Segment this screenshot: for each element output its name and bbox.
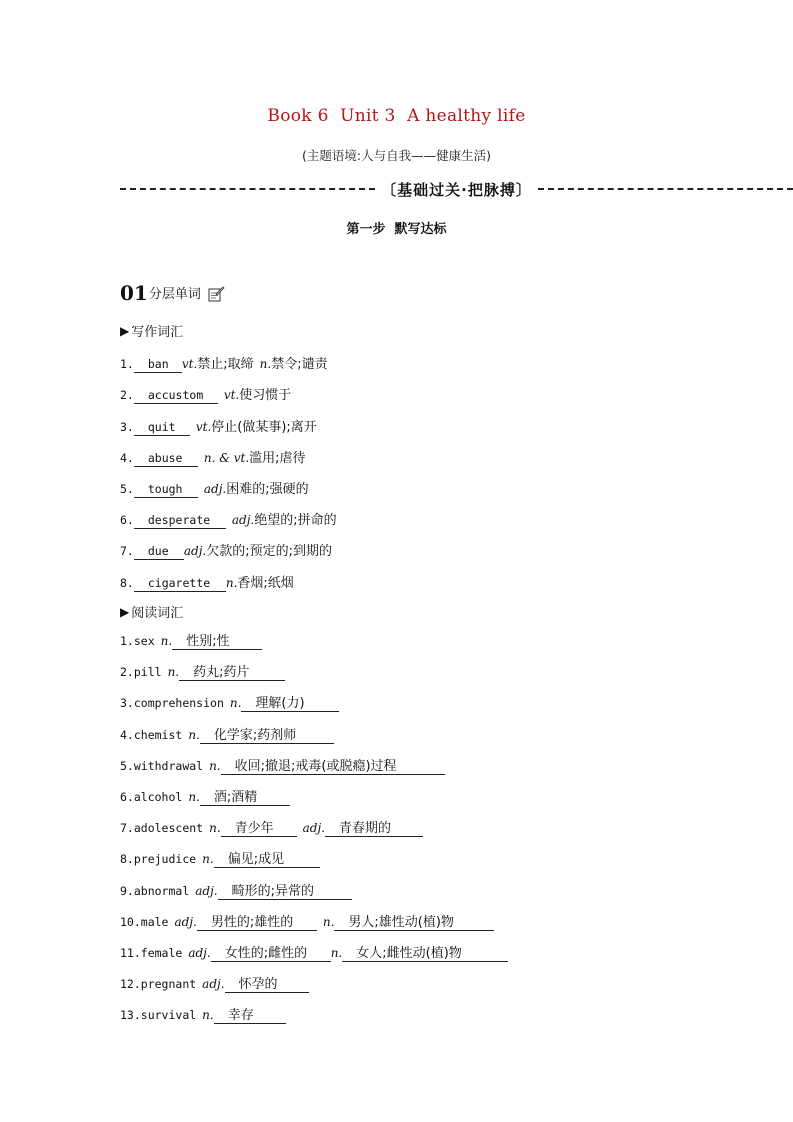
item-number: 9. bbox=[120, 884, 134, 898]
part-of-speech: adj. bbox=[183, 544, 207, 558]
part-of-speech: n. bbox=[209, 821, 221, 835]
part-of-speech: n. & vt. bbox=[203, 451, 250, 465]
vocab-word: adolescent bbox=[133, 821, 204, 835]
item-number: 4. bbox=[120, 451, 134, 465]
part-of-speech: adj. bbox=[174, 915, 197, 929]
item-number: 3. bbox=[120, 420, 134, 434]
answer-blank[interactable]: desperate bbox=[134, 513, 226, 529]
item-number: 8. bbox=[120, 852, 134, 866]
section-number: 01 bbox=[120, 281, 148, 305]
answer-blank[interactable]: 男人;雄性动(植)物 bbox=[334, 915, 494, 931]
writing-item bbox=[120, 509, 337, 529]
writing-vocab-heading bbox=[120, 321, 183, 340]
meaning: 停止(做某事);离开 bbox=[211, 420, 317, 435]
part-of-speech: n. bbox=[259, 357, 272, 371]
vocab-word: alcohol bbox=[133, 790, 183, 804]
meaning: 欠款的;预定的;到期的 bbox=[206, 544, 332, 559]
part-of-speech: n. bbox=[167, 665, 180, 679]
item-number: 4. bbox=[120, 728, 134, 742]
reading-vocab-heading bbox=[120, 602, 183, 621]
part-of-speech: adj. bbox=[231, 513, 255, 527]
answer-blank[interactable]: 酒;酒精 bbox=[200, 790, 290, 806]
item-number: 2. bbox=[120, 388, 134, 402]
reading-item bbox=[120, 821, 423, 837]
answer-blank[interactable]: 怀孕的 bbox=[225, 977, 309, 993]
answer-blank[interactable]: 青少年 bbox=[221, 821, 297, 837]
item-number: 1. bbox=[120, 357, 134, 371]
reading-item bbox=[120, 852, 320, 868]
answer-blank[interactable]: 女性的;雌性的 bbox=[211, 946, 331, 962]
item-number: 6. bbox=[120, 790, 134, 804]
part-of-speech: adj. bbox=[302, 821, 326, 835]
section-banner bbox=[120, 178, 793, 200]
vocab-word: comprehension bbox=[133, 696, 224, 710]
triangle-bullet-icon: ▶ bbox=[120, 604, 130, 619]
writing-item bbox=[120, 540, 332, 560]
reading-item bbox=[120, 915, 494, 931]
writing-item bbox=[120, 353, 328, 373]
meaning: 滥用;虐待 bbox=[249, 451, 306, 466]
vocab-word: withdrawal bbox=[133, 759, 204, 773]
part-of-speech: n. bbox=[188, 790, 200, 804]
reading-item bbox=[120, 946, 508, 962]
item-number: 2. bbox=[120, 665, 134, 679]
item-number: 13. bbox=[120, 1008, 141, 1022]
answer-blank[interactable]: tough bbox=[134, 482, 198, 498]
answer-blank[interactable]: abuse bbox=[134, 451, 198, 467]
writing-item bbox=[120, 478, 309, 498]
answer-blank[interactable]: 化学家;药剂师 bbox=[200, 728, 334, 744]
part-of-speech: n. bbox=[202, 852, 214, 866]
vocab-word: pregnant bbox=[140, 977, 197, 991]
part-of-speech: n. bbox=[188, 728, 200, 742]
part-of-speech: adj. bbox=[195, 884, 218, 898]
part-of-speech: adj. bbox=[203, 482, 227, 496]
answer-blank[interactable]: quit bbox=[134, 420, 190, 436]
reading-item bbox=[120, 696, 339, 712]
answer-blank[interactable]: 女人;雌性动(植)物 bbox=[342, 946, 508, 962]
vocab-word: prejudice bbox=[133, 852, 197, 866]
item-number: 1. bbox=[120, 634, 134, 648]
part-of-speech: adj. bbox=[202, 977, 225, 991]
meaning: 禁止;取缔 bbox=[197, 357, 254, 372]
writing-item bbox=[120, 384, 291, 404]
answer-blank[interactable]: 性别;性 bbox=[172, 634, 262, 650]
meaning: 困难的;强硬的 bbox=[226, 482, 309, 497]
reading-item bbox=[120, 1008, 286, 1024]
item-number: 11. bbox=[120, 946, 141, 960]
item-number: 7. bbox=[120, 544, 134, 558]
part-of-speech: vt. bbox=[195, 420, 212, 434]
item-number: 7. bbox=[120, 821, 134, 835]
banner-dashes-left bbox=[120, 188, 375, 190]
part-of-speech: n. bbox=[160, 634, 173, 648]
part-of-speech: n. bbox=[225, 576, 238, 590]
unit-title: Book 6 Unit 3 A healthy life bbox=[267, 106, 526, 126]
answer-blank[interactable]: 青春期的 bbox=[325, 821, 423, 837]
item-number: 5. bbox=[120, 482, 134, 496]
item-number: 3. bbox=[120, 696, 134, 710]
vocab-word: sex bbox=[133, 634, 155, 648]
item-number: 5. bbox=[120, 759, 134, 773]
triangle-bullet-icon: ▶ bbox=[120, 323, 130, 338]
vocab-word: chemist bbox=[133, 728, 183, 742]
pencil-note-icon bbox=[207, 285, 225, 303]
writing-item bbox=[120, 416, 317, 436]
part-of-speech: n. bbox=[322, 915, 335, 929]
item-number: 6. bbox=[120, 513, 134, 527]
meaning: 绝望的;拼命的 bbox=[254, 513, 337, 528]
banner-text: 〔基础过关·把脉搏〕 bbox=[381, 180, 532, 199]
answer-blank[interactable]: 收回;撤退;戒毒(或脱瘾)过程 bbox=[221, 759, 445, 775]
vocab-word: female bbox=[140, 946, 183, 960]
theme-subtitle: (主题语境:人与自我——健康生活) bbox=[302, 148, 491, 163]
part-of-speech: vt. bbox=[181, 357, 198, 371]
answer-blank[interactable]: 药丸;药片 bbox=[179, 665, 285, 681]
reading-item bbox=[120, 759, 445, 775]
vocab-word: survival bbox=[140, 1008, 197, 1022]
answer-blank[interactable]: ban bbox=[134, 357, 182, 373]
answer-blank[interactable]: accustom bbox=[134, 388, 218, 404]
step-heading: 第一步 默写达标 bbox=[346, 222, 447, 237]
vocab-word: abnormal bbox=[133, 884, 190, 898]
vocab-word: male bbox=[140, 915, 169, 929]
part-of-speech: n. bbox=[229, 696, 242, 710]
section-heading bbox=[120, 283, 225, 303]
part-of-speech: n. bbox=[202, 1008, 214, 1022]
meaning: 禁令;谴责 bbox=[271, 357, 328, 372]
answer-blank[interactable]: 畸形的;异常的 bbox=[218, 884, 352, 900]
reading-item bbox=[120, 728, 334, 744]
reading-item bbox=[120, 977, 309, 993]
part-of-speech: vt. bbox=[223, 388, 240, 402]
reading-item bbox=[120, 884, 352, 900]
reading-item bbox=[120, 665, 285, 681]
answer-blank[interactable]: cigarette bbox=[134, 576, 226, 592]
part-of-speech: n. bbox=[330, 946, 343, 960]
answer-blank[interactable]: 偏见;成见 bbox=[214, 852, 320, 868]
writing-item bbox=[120, 447, 306, 467]
writing-item bbox=[120, 572, 294, 592]
part-of-speech: adj. bbox=[188, 946, 211, 960]
writing-heading-label: 写作词汇 bbox=[131, 325, 184, 340]
meaning: 香烟;纸烟 bbox=[237, 576, 294, 591]
answer-blank[interactable]: 幸存 bbox=[214, 1008, 286, 1024]
meaning: 使习惯于 bbox=[239, 388, 292, 403]
answer-blank[interactable]: 男性的;雄性的 bbox=[197, 915, 317, 931]
vocab-word: pill bbox=[133, 665, 162, 679]
item-number: 10. bbox=[120, 915, 141, 929]
section-label: 分层单词 bbox=[148, 287, 201, 302]
item-number: 12. bbox=[120, 977, 141, 991]
banner-dashes-right bbox=[538, 188, 793, 190]
answer-blank[interactable]: 理解(力) bbox=[241, 696, 339, 712]
reading-item bbox=[120, 790, 290, 806]
reading-heading-label: 阅读词汇 bbox=[131, 606, 184, 621]
item-number: 8. bbox=[120, 576, 134, 590]
reading-item bbox=[120, 634, 262, 650]
part-of-speech: n. bbox=[209, 759, 221, 773]
answer-blank[interactable]: due bbox=[134, 544, 184, 560]
